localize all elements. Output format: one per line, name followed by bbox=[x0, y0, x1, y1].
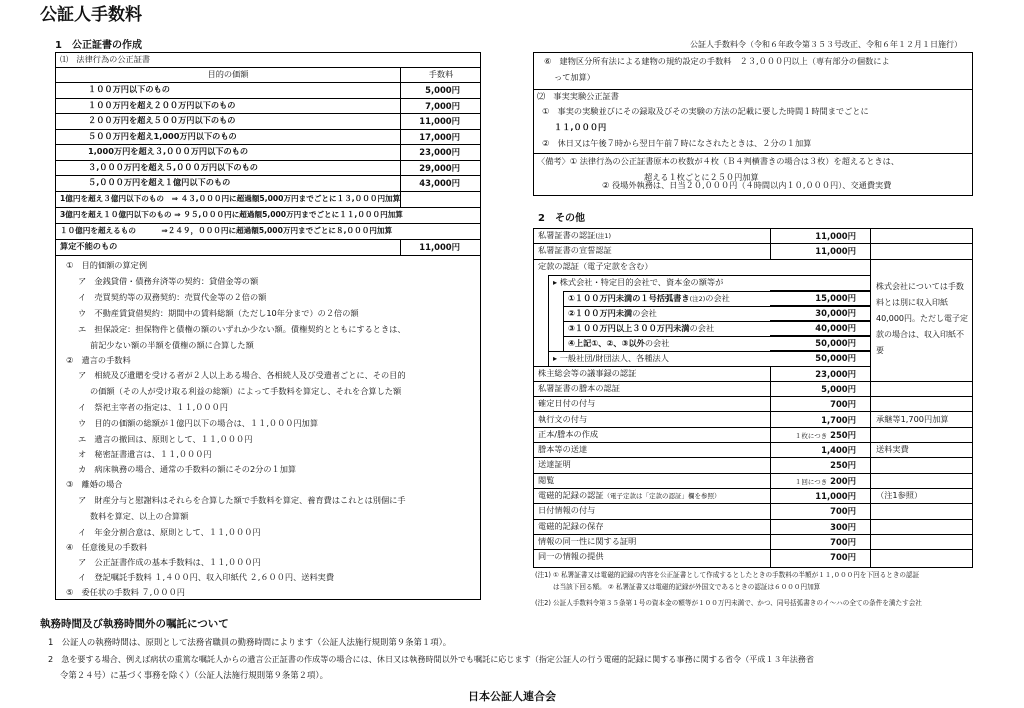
fee-row: ５,０００万円を超え１億円以下のもの 43,000円 bbox=[56, 176, 480, 192]
row-fee: 11,000円 bbox=[815, 231, 856, 241]
footnote-1: (注1) ① 私署証書又は電磁的記録の内容を公正証書として作成するとしたときの手数料の半額が１１,０００円を下回るときの認証 bbox=[535, 571, 920, 579]
row-note: (注1) bbox=[595, 232, 612, 240]
fee-long-row: 1億円を超え３億円以下のもの ⇒ ４３,０００円に超過額5,000万円までごとに１３,０００円加算 bbox=[56, 192, 480, 208]
subsection-label: ⑴ 法律行為の公正証書 bbox=[60, 54, 151, 65]
panel-divider bbox=[534, 89, 972, 90]
fee-long-row: 3億円を超え１０億円以下のもの ⇒ ９５,０００円に超過額5,000万円までごとに１１,０００円加算 bbox=[56, 208, 480, 224]
note-item: イ 売買契約等の双務契約：売買代金等の２倍の額 bbox=[78, 292, 267, 302]
note-item: 前記少ない額の半額を債権の額に合算した額 bbox=[90, 340, 254, 350]
page-title: 公証人手数料 bbox=[40, 5, 142, 25]
panel-line: って加算） bbox=[554, 72, 595, 82]
stamp-note: 株式会社については手数料とは別に収入印紙40,000円。ただし電子定款の場合は、収入印紙不要 bbox=[876, 282, 968, 355]
fee-row: １００万円以下のもの 5,000円 bbox=[56, 83, 480, 99]
note-heading: ③ 離婚の場合 bbox=[66, 479, 123, 489]
note-item: エ 担保設定：担保物件と債権の額のいずれか少ない額。債権契約とともにするときは、 bbox=[78, 324, 406, 334]
fee-long-row: １０億円を超えるもの ⇒２４９，０００円に超過額5,000万円までごとに８,０００円加算 bbox=[56, 224, 480, 240]
fee-row: ３,０００万円を超え５,０００万円以下のもの 29,000円 bbox=[56, 161, 480, 177]
panel-line: 〈備考〉① 法律行為の公正証書原本の枚数が４枚（Ｂ４判横書きの場合は３枚）を超えるときは、 bbox=[537, 156, 900, 166]
row-label: 私署証書の認証 bbox=[538, 230, 596, 240]
panel-line: ⑥ 建物区分所有法による建物の規約設定の手数料 ２３,０００円以上（専有部分の個数によ bbox=[544, 56, 890, 66]
note-item: ウ 目的の価額の総額が１億円以下の場合は、１１,０００円加算 bbox=[78, 418, 319, 428]
notarial-deed-fee-panel bbox=[55, 52, 481, 600]
note-item: ア 金銭貸借・債務弁済等の契約：貸借金等の額 bbox=[78, 276, 259, 286]
note-item: イ 年金分割合意は、原則として、１１,０００円 bbox=[78, 527, 261, 537]
subsection-header bbox=[56, 53, 480, 68]
row-fee: 40,000円 bbox=[770, 320, 870, 335]
note-item: イ 祭祀主宰者の指定は、１１,０００円 bbox=[78, 402, 228, 412]
note-heading: ⑤ 委任状の手数料 ７,０００円 bbox=[66, 587, 185, 597]
panel-line: １１,０００円 bbox=[554, 122, 607, 132]
note-item: エ 遺言の撤回は、原則として、１１,０００円 bbox=[78, 434, 253, 444]
panel-line: 超える１枚ごとに２５０円加算 bbox=[644, 172, 759, 182]
fee-row: 1,000万円を超え３,０００万円以下のもの 23,000円 bbox=[56, 145, 480, 161]
office-hours-line: 令第２４号）に基づく事務を除く）（公証人法施行規則第９条第２項）。 bbox=[60, 670, 328, 680]
note-item: の価額（その人が受け取る利益の総額）によって手数料を算定し、それを合算した額 bbox=[90, 386, 402, 396]
note-heading: ④ 任意後見の手数料 bbox=[66, 542, 148, 552]
note-item: 数料を算定、以上の合算額 bbox=[90, 511, 189, 521]
note-item: ア 相続及び遺贈を受ける者が２人以上ある場合、各相続人及び受遺者ごとに、その目的 bbox=[78, 370, 406, 380]
note-item: ウ 不動産賃貸借契約：期間中の賃料総額（ただし10年分まで）の２倍の額 bbox=[78, 308, 359, 318]
footnote-1b: は当該下回る額。 ② 私署証書又は電磁的記録が外国文であるときの認証は６０００円加算 bbox=[553, 583, 821, 591]
note-item: カ 病床執務の場合、通常の手数料の額にその2分の１加算 bbox=[78, 464, 297, 474]
note-item: ア 財産分与と慰謝料はそれらを合算した額で手数料を算定、養育費はこれとは別個に手 bbox=[78, 495, 406, 505]
row-fee: 50,000円 bbox=[770, 350, 870, 366]
office-hours-line: 2 急を要する場合、例えば病状の重篤な嘱託人からの遺言公正証書の作成等の場合には、休日又は執務時間以外でも嘱託に応じます（指定公証人の行う電磁的記録に関する事務に関する省令（平成１３年法務省 bbox=[48, 654, 814, 664]
row-fee: 30,000円 bbox=[770, 305, 870, 320]
row-label: 私署証書の宣誓認証 bbox=[538, 245, 612, 256]
note-heading: ② 遺言の手数料 bbox=[66, 355, 131, 365]
note-heading: ① 目的価額の算定例 bbox=[66, 260, 148, 270]
panel-line: ② 役場外執務は、日当２０,０００円（４時間以内１０,０００円）、交通費実費 bbox=[602, 180, 892, 190]
office-hours-line: 1 公証人の執務時間は、原則として法務省職員の勤務時間によります（公証人法施行規則第９条第１項）。 bbox=[48, 637, 452, 647]
row-fee: 50,000円 bbox=[770, 335, 870, 350]
panel-line: ⑵ 事実実験公正証書 bbox=[537, 91, 619, 101]
row-fee: 15,000円 bbox=[770, 290, 870, 305]
fee-row: ５００万円を超え1,000万円以下のもの 17,000円 bbox=[56, 130, 480, 146]
general-corp-label: ▸ 一般社団/財団法人、各種法人 bbox=[553, 352, 669, 363]
note-item: オ 秘密証書遺言は、１１,０００円 bbox=[78, 449, 212, 459]
decree-reference: 公証人手数料令（令和６年政令第３５３号改正、令和６年１２月１日施行） bbox=[690, 40, 962, 49]
col-value-header: 目的の価額 bbox=[207, 69, 249, 80]
fact-experiment-panel bbox=[533, 52, 973, 196]
fee-table-header bbox=[56, 68, 480, 83]
articles-certification-block: 定款の認証（電子定款を含む） ▸ 株式会社・特定目的会社で、資本金の額等が ①１００万円未満の１号括弧書き(注2)の会社 ②１００万円未満の会社 ③１００万円以上３００万円未満の会社 ④上記①、②、③以外の会社 ▸ 一般社団/財団法人、各種法人 bbox=[534, 260, 870, 367]
col-divider bbox=[400, 240, 401, 256]
footnote-2: (注2) 公証人手数料令第３５条第１号の資本金の額等が１００万円未満で、かつ、同号括弧書きのイ～ハの全ての条件を満たす会社 bbox=[535, 599, 922, 607]
organization-name: 日本公証人連合会 bbox=[468, 690, 556, 703]
col-fee-header: 手数料 bbox=[428, 69, 454, 80]
note-item: イ 登記嘱託手数料 １,４００円、収入印紙代 ２,６００円、送料実費 bbox=[78, 572, 335, 582]
row-label: 定款の認証（電子定款を含む） bbox=[538, 260, 653, 271]
section-2-title: 2 その他 bbox=[538, 213, 585, 224]
panel-divider bbox=[534, 153, 972, 154]
fee-row: １００万円を超え２００万円以下のもの 7,000円 bbox=[56, 99, 480, 115]
panel-line: ① 事実の実験並びにその録取及びその実験の方法の記載に要した時間１時間までごとに bbox=[542, 106, 869, 116]
company-label: ▸ 株式会社・特定目的会社で、資本金の額等が bbox=[553, 276, 724, 287]
section-1-title: 1 公正証書の作成 bbox=[55, 40, 142, 51]
fee-row-incalculable: 算定不能のもの 11,000円 bbox=[56, 240, 480, 256]
fee-row: ２００万円を超え５００万円以下のもの 11,000円 bbox=[56, 114, 480, 130]
row-fee: 11,000円 bbox=[815, 246, 856, 257]
note-item: ア 公正証書作成の基本手数料は、１１,０００円 bbox=[78, 557, 261, 567]
office-hours-heading: 執務時間及び執務時間外の嘱託について bbox=[40, 618, 229, 630]
panel-line: ② 休日又は午後７時から翌日午前７時になされたときは、２分の１加算 bbox=[542, 138, 812, 148]
other-fees-table: 私署証書の認証(注1) 11,000円 私署証書の宣誓認証 11,000円 定款の認証（電子定款を含む） ▸ 株式会社・特定目的会社で、資本金の額等が ①１００万円未満の１号括弧書き(注2)の会社 ②１００万円未満の会社 ③１００万円以上３００万円未満の会社 ④上記①、②、③以外の会社 ▸ 一般社団/財団法人、各種法人 15,000円 30,000円 40,000円 50,000円 50,000円 株式会社については手数料とは別に収入印紙40,000円。ただし電子定款の場合は、収入印紙不要 株主総会等の議事録の認証 23,000円 私署証書の謄本の認証 5,000円 確定日付の付与 700円 執行文の付与 1,700円 承継等1,700円加算 正本/謄本の作成 １枚につき 250円 謄本等の送達 1,400円 送料実費 送達証明 250円 閲覧 １回につき 200円 電磁的記録の認証（電子定款は「定款の認証」欄を参照） 11,000円 （注1参照） 日付情報の付与 700円 電磁的記録の保存 300円 情報の同一性に関する証明 700円 同一の情報の提供 700円 bbox=[533, 228, 973, 568]
